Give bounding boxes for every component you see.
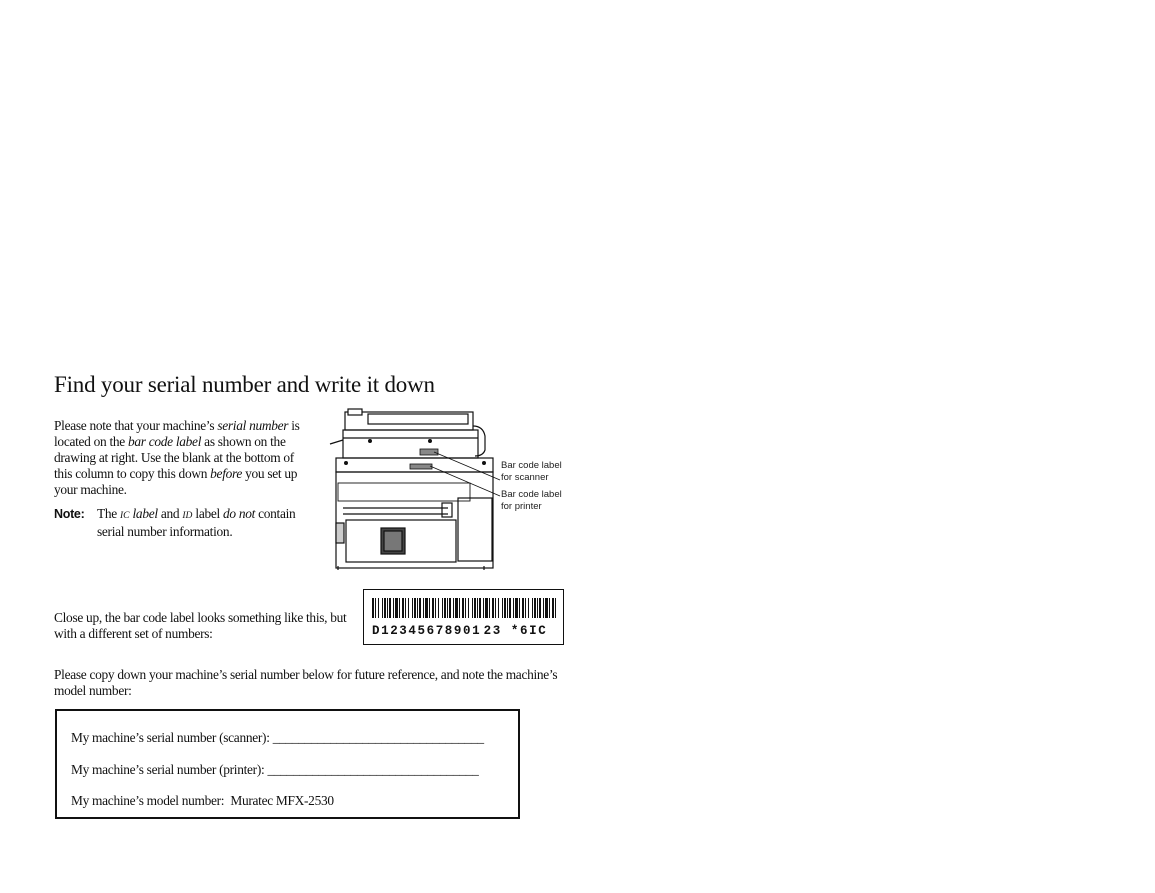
barcode-bar	[393, 598, 394, 618]
barcode-bar	[509, 598, 511, 618]
intro-em-before: before	[210, 466, 243, 481]
callout-printer-line2: for printer	[501, 501, 542, 512]
barcode-bar	[492, 598, 494, 618]
scanner-serial-label: My machine’s serial number (scanner):	[71, 730, 270, 745]
barcode-bar	[462, 598, 464, 618]
scanner-serial-line	[71, 730, 484, 746]
barcode-bar	[525, 598, 526, 618]
barcode-bar	[489, 598, 490, 618]
barcode-bar	[449, 598, 451, 618]
barcode-bar	[432, 598, 434, 618]
barcode-bar	[453, 598, 454, 618]
barcode-bar	[387, 598, 388, 618]
barcode-sample	[363, 589, 564, 645]
barcode-bar	[442, 598, 443, 618]
barcode-bar	[389, 598, 391, 618]
barcode-number: D12345678901 23 *6IC	[372, 624, 548, 638]
callout-printer-label	[501, 489, 562, 513]
note-em-label: label	[129, 506, 158, 521]
intro-text-4: you set up your machine.	[54, 466, 298, 497]
printer-serial-line	[71, 762, 479, 778]
barcode-bar	[425, 598, 428, 618]
barcode-bar	[537, 598, 538, 618]
note-text-2: and	[157, 506, 183, 521]
callout-scanner-line1: Bar code label	[501, 460, 562, 471]
barcode-bar	[539, 598, 541, 618]
barcode-bar	[384, 598, 386, 618]
barcode-bar	[417, 598, 418, 618]
note-text-1: The	[97, 506, 120, 521]
barcode-bar	[552, 598, 554, 618]
callout-scanner-line2: for scanner	[501, 472, 549, 483]
barcode-bar	[382, 598, 383, 618]
copy-instructions: Please copy down your machine’s serial number below for future reference, and note the machine’s model number:	[54, 667, 558, 698]
barcode-bar	[405, 598, 406, 618]
intro-text-3: as shown on the drawing at right. Use the blank at the bottom of this column to copy this down	[54, 434, 294, 481]
intro-text-2: is located on the	[54, 418, 300, 449]
barcode-bar	[372, 598, 374, 618]
barcode-bar	[528, 598, 529, 618]
intro-paragraph	[54, 418, 306, 498]
callout-printer-line1: Bar code label	[501, 489, 562, 500]
barcode-bar	[495, 598, 496, 618]
barcode-bar	[549, 598, 550, 618]
barcode-bar	[378, 598, 379, 618]
barcode-bar	[504, 598, 506, 618]
barcode-bar	[435, 598, 436, 618]
barcode-bar	[479, 598, 481, 618]
model-number-label: My machine’s model number:	[71, 793, 225, 808]
barcode-bar	[447, 598, 448, 618]
barcode-bar	[502, 598, 503, 618]
callout-scanner-label	[501, 460, 562, 484]
intro-em-barcode: bar code label	[127, 434, 202, 449]
model-number-line	[71, 793, 334, 809]
barcode-bar	[474, 598, 476, 618]
barcode-bar	[515, 598, 518, 618]
barcode-bar	[477, 598, 478, 618]
barcode-bars	[372, 598, 558, 618]
barcode-bar	[438, 598, 439, 618]
barcode-bar	[444, 598, 446, 618]
barcode-bar	[395, 598, 398, 618]
barcode-bar	[414, 598, 416, 618]
note-em-donot: do not	[222, 506, 256, 521]
barcode-bar	[375, 598, 376, 618]
barcode-bar	[534, 598, 536, 618]
closeup-paragraph: Close up, the bar code label looks something like this, but with a different set of numbers:	[54, 610, 347, 641]
barcode-bar	[459, 598, 460, 618]
note-ic: IC	[119, 511, 130, 521]
intro-text-1: Please note that your machine’s	[54, 418, 218, 433]
barcode-bar	[408, 598, 409, 618]
note-text-3: label	[192, 506, 223, 521]
barcode-bar	[519, 598, 520, 618]
barcode-bar	[402, 598, 404, 618]
barcode-bar	[455, 598, 458, 618]
scanner-serial-blank: _________________________________	[272, 730, 484, 745]
barcode-bar	[522, 598, 524, 618]
printer-serial-blank: _________________________________	[267, 762, 479, 777]
barcode-bar	[472, 598, 473, 618]
barcode-bar	[532, 598, 533, 618]
printer-serial-label: My machine’s serial number (printer):	[71, 762, 265, 777]
barcode-bar	[545, 598, 548, 618]
barcode-bar	[419, 598, 421, 618]
note-id: ID	[182, 511, 193, 521]
barcode-bar	[513, 598, 514, 618]
barcode-bar	[399, 598, 400, 618]
barcode-bar	[543, 598, 544, 618]
serial-record-box	[55, 709, 520, 819]
note-text-4: contain serial number information.	[97, 506, 296, 539]
intro-em-serial: serial number	[217, 418, 289, 433]
barcode-bar	[498, 598, 499, 618]
barcode-bar	[468, 598, 469, 618]
page-heading: Find your serial number and write it down	[54, 372, 435, 397]
barcode-bar	[429, 598, 430, 618]
note-label: Note:	[54, 507, 85, 521]
barcode-bar	[507, 598, 508, 618]
barcode-bar	[483, 598, 484, 618]
barcode-bar	[465, 598, 466, 618]
model-number-value: Muratec MFX-2530	[230, 793, 334, 808]
barcode-bar	[555, 598, 556, 618]
machine-drawing	[308, 408, 508, 573]
note-paragraph	[54, 506, 304, 540]
barcode-bar	[485, 598, 488, 618]
barcode-bar	[412, 598, 413, 618]
barcode-bar	[423, 598, 424, 618]
